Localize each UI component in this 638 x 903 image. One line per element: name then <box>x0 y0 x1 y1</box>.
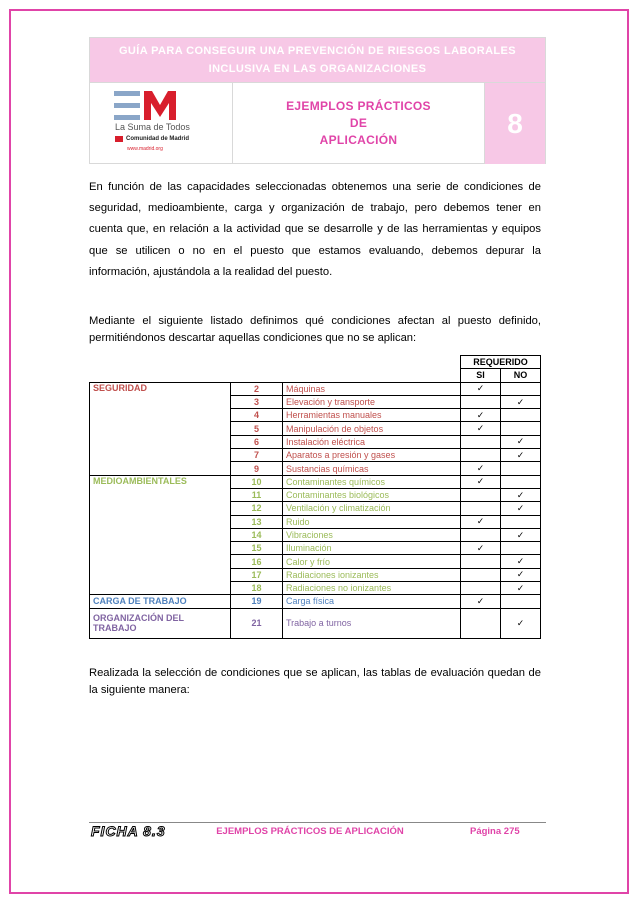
check-si <box>461 435 501 448</box>
check-si <box>461 608 501 638</box>
row-number: 12 <box>231 502 283 515</box>
section-title-line3: APLICACIÓN <box>319 133 398 147</box>
check-si: ✓ <box>461 409 501 422</box>
row-number: 13 <box>231 515 283 528</box>
footer-section: EJEMPLOS PRÁCTICOS DE APLICACIÓN <box>216 826 404 837</box>
row-number: 2 <box>231 382 283 395</box>
check-si <box>461 528 501 541</box>
check-no: ✓ <box>501 502 541 515</box>
guide-title <box>90 38 545 83</box>
row-number: 19 <box>231 595 283 608</box>
row-number: 21 <box>231 608 283 638</box>
row-number: 3 <box>231 395 283 408</box>
row-number: 9 <box>231 462 283 475</box>
row-desc: Instalación eléctrica <box>283 435 461 448</box>
row-number: 7 <box>231 449 283 462</box>
footer-ficha: FICHA 8.3 <box>91 823 166 839</box>
guide-title-line1: GUÍA PARA CONSEGUIR UNA PREVENCIÓN DE RIESGOS LABORALES <box>118 45 517 57</box>
section-title-line2: DE <box>349 116 368 130</box>
check-no: ✓ <box>501 528 541 541</box>
si-header: SI <box>461 369 501 382</box>
check-no: ✓ <box>501 395 541 408</box>
row-desc: Vibraciones <box>283 528 461 541</box>
check-si: ✓ <box>461 542 501 555</box>
section-title <box>233 83 485 164</box>
row-number: 4 <box>231 409 283 422</box>
suma-logo-icon <box>114 91 178 121</box>
logo-org <box>115 136 189 142</box>
listing-paragraph: Mediante el siguiente listado definimos qué condiciones afectan al puesto definido, permitiéndonos descartar aquellas condiciones que no se aplican: <box>89 315 541 344</box>
row-desc: Contaminantes químicos <box>283 475 461 488</box>
check-si: ✓ <box>461 475 501 488</box>
check-si <box>461 555 501 568</box>
row-number: 14 <box>231 528 283 541</box>
check-si <box>461 502 501 515</box>
check-no <box>501 542 541 555</box>
page-number: Página 275 <box>470 826 520 837</box>
row-desc: Elevación y transporte <box>283 395 461 408</box>
check-no <box>501 422 541 435</box>
check-si <box>461 395 501 408</box>
row-desc: Ruido <box>283 515 461 528</box>
row-desc: Herramientas manuales <box>283 409 461 422</box>
check-no <box>501 475 541 488</box>
check-si <box>461 582 501 595</box>
category-carga: CARGA DE TRABAJO <box>90 595 231 608</box>
logo <box>90 83 233 164</box>
table-row <box>90 475 541 488</box>
result-paragraph: Realizada la selección de condiciones que se aplican, las tablas de evaluación quedan de la siguiente manera: <box>89 667 541 696</box>
row-desc: Carga física <box>283 595 461 608</box>
row-desc: Máquinas <box>283 382 461 395</box>
check-si <box>461 449 501 462</box>
row-desc: Calor y frío <box>283 555 461 568</box>
check-si <box>461 568 501 581</box>
table-row <box>90 382 541 395</box>
check-no: ✓ <box>501 555 541 568</box>
check-no: ✓ <box>501 608 541 638</box>
row-number: 10 <box>231 475 283 488</box>
check-si: ✓ <box>461 462 501 475</box>
check-no <box>501 462 541 475</box>
check-no <box>501 409 541 422</box>
chapter-number: 8 <box>485 83 545 164</box>
guide-title-line2: INCLUSIVA EN LAS ORGANIZACIONES <box>208 63 427 75</box>
check-no <box>501 382 541 395</box>
row-number: 6 <box>231 435 283 448</box>
conditions-table <box>89 355 541 639</box>
check-no: ✓ <box>501 435 541 448</box>
logo-url: www.madrid.org <box>127 146 163 152</box>
row-desc: Contaminantes biológicos <box>283 488 461 501</box>
intro-paragraph: En función de las capacidades seleccionadas obtenemos una serie de condiciones de seguridad, medioambiente, carga y organización de trabajo, pero debemos tener en cuenta que, en relación a la actividad que se desarrolle y de las herramientas y equipos que se utilicen o no en el puesto que estamos evaluando, debemos depurar la información, ajustándola a la realidad del puesto. <box>89 181 541 278</box>
row-number: 5 <box>231 422 283 435</box>
check-si: ✓ <box>461 515 501 528</box>
table-row <box>90 608 541 638</box>
table-row <box>90 595 541 608</box>
logo-tagline: La Suma de Todos <box>115 122 190 132</box>
check-si: ✓ <box>461 595 501 608</box>
check-si: ✓ <box>461 382 501 395</box>
row-desc: Ventilación y climatización <box>283 502 461 515</box>
page-header <box>89 37 546 164</box>
no-header: NO <box>501 369 541 382</box>
section-title-line1: EJEMPLOS PRÁCTICOS <box>286 99 431 113</box>
category-organizacion: ORGANIZACIÓN DEL TRABAJO <box>90 608 231 638</box>
row-number: 18 <box>231 582 283 595</box>
row-desc: Aparatos a presión y gases <box>283 449 461 462</box>
check-no: ✓ <box>501 582 541 595</box>
row-number: 17 <box>231 568 283 581</box>
madrid-flag-icon <box>115 136 123 142</box>
row-desc: Iluminación <box>283 542 461 555</box>
check-no: ✓ <box>501 488 541 501</box>
check-si <box>461 488 501 501</box>
row-desc: Trabajo a turnos <box>283 608 461 638</box>
check-no <box>501 595 541 608</box>
logo-org-text: Comunidad de Madrid <box>126 136 189 142</box>
check-no <box>501 515 541 528</box>
row-number: 15 <box>231 542 283 555</box>
category-medioambientales: MEDIOAMBIENTALES <box>90 475 231 595</box>
check-no: ✓ <box>501 449 541 462</box>
row-number: 11 <box>231 488 283 501</box>
row-desc: Radiaciones no ionizantes <box>283 582 461 595</box>
category-seguridad: SEGURIDAD <box>90 382 231 475</box>
check-si: ✓ <box>461 422 501 435</box>
check-no: ✓ <box>501 568 541 581</box>
row-desc: Radiaciones ionizantes <box>283 568 461 581</box>
requerido-header: REQUERIDO <box>461 356 541 369</box>
row-desc: Sustancias químicas <box>283 462 461 475</box>
row-desc: Manipulación de objetos <box>283 422 461 435</box>
row-number: 16 <box>231 555 283 568</box>
